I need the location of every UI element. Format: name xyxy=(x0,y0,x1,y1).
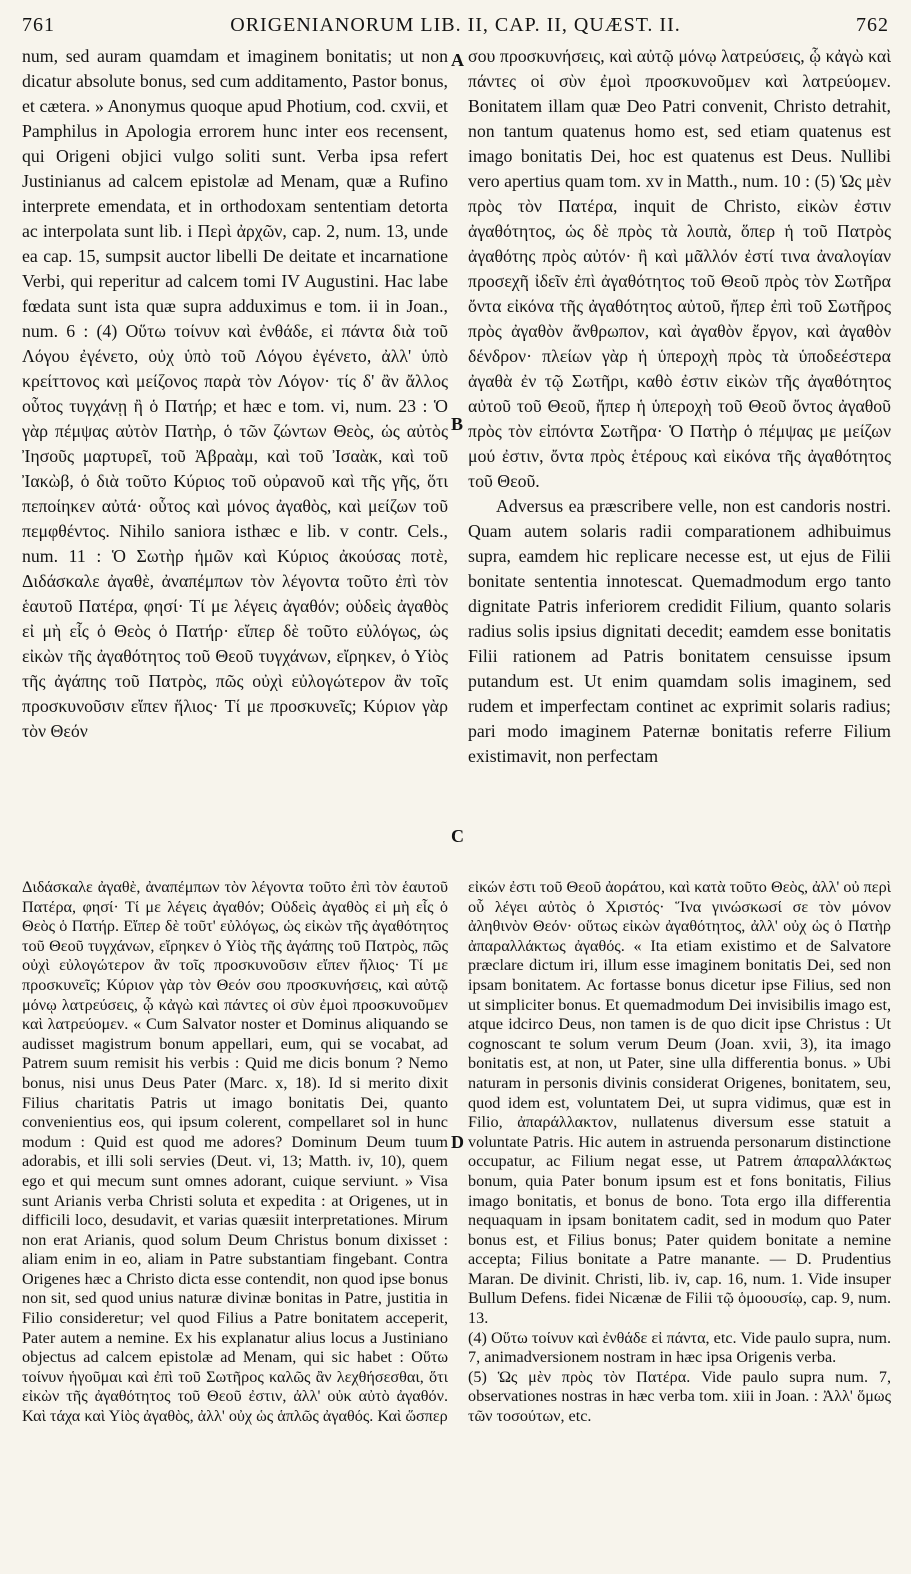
main-text-right-column xyxy=(468,44,891,856)
running-header xyxy=(22,14,889,44)
notes-right-paragraph: εἰκών ἐστι τοῦ Θεοῦ ἀοράτου, καὶ κατὰ τοῦτο Θεὸς, ἀλλ' οὐ περὶ οὗ λέγει αὐτὸς ὁ Χριστός· Ἵνα γινώσκωσί σε τὸν μόνον ἀληθινὸν Θεόν· οὕτως εἰκὼν ἀγαθότητος, ἀλλ' οὐχ ὡς ὁ Πατὴρ ἀπαραλλάκτως ἀγαθός. « Ita etiam existimo et de Salvatore præclare dictum iri, illum esse imaginem bonitatis Dei, sed non ipsam bonitatem. Ac fortasse bonus dicetur ipse Filius, sed non ut simpliciter bonus. Et quemadmodum Dei invisibilis imago est, atque idcirco Deus, non tamen is de quo dicit ipse Christus : Ut cognoscant te solum verum Deum (Joan. xvii, 3), ita imago bonitatis est, at non, ut Pater, sine ulla differentia bonus. » Ubi naturam in personis divinis considerat Origenes, bonitatem, seu, quod idem est, voluntatem Dei, ut supra vidimus, quæ est in Filio, ἀπαράλλακτον, nullatenus diversum esse statuit a voluntate Patris. Hic autem in astruenda personarum distinctione occupatur, ac Filium negat esse, ut Patrem ἀπαραλλάκτως bonum, quia Pater bonum ipsum est et fons bonitatis, Filius imago bonitatis, et bonus de bono. Tota ergo illa differentia nequaquam in ipsam bonitatem cadit, sed in modum quo Pater bonus est, et Filius bonus; Pater quidem bonitate a nemine accepta; Filius bonitate a Patre manante. — D. Prudentius Maran. De divinit. Christi, lib. iv, cap. 16, num. 1. Vide insuper Bullum Defens. fidei Nicænæ de Filii τῷ ὁμοουσίῳ, cap. 9, num. 13. xyxy=(468,878,891,1328)
margin-marker-c: C xyxy=(451,826,464,846)
notes-right-column xyxy=(468,878,891,1558)
running-title: ORIGENIANORUM LIB. II, CAP. II, QUÆST. II. xyxy=(230,14,681,36)
page-number-left: 761 xyxy=(22,14,55,36)
notes-left-paragraph: Διδάσκαλε ἀγαθὲ, ἀναπέμπων τὸν λέγοντα τοῦτο ἐπὶ τὸν ἑαυτοῦ Πατέρα, φησί· Τί με λέγεις ἀγαθόν; Οὐδεὶς ἀγαθὸς εἰ μὴ εἷς ὁ Θεὸς ὁ Πατήρ. Εἴπερ δὲ τοῦτ' εὐλόγως, ὡς εἰκὼν τῆς ἀγαθότητος τοῦ Θεοῦ τυγχάνων, εἴρηκεν ὁ Υἱὸς τῆς ἀγάπης τοῦ Πατρὸς, πῶς οὐχὶ εὐλογώτερον ἂν τοῖς προσκυνοῦσιν εἴπεν ἥλιος· Τί με προσκυνεῖς; Κύριον γὰρ τὸν Θεόν σου προσκυνήσεις, καὶ αὐτῷ μόνῳ λατρεύσεις, ᾧ κἀγὼ καὶ πάντες οἱ σὺν ἐμοὶ προσκυνοῦμεν καὶ λατρεύομεν. « Cum Salvator noster et Dominus aliquando se audisset magistrum bonum appellari, eum, qui se vocabat, ad Patrem suum remisit his verbis : Quid me dicis bonum ? Nemo bonus, nisi unus Deus Pater (Marc. x, 18). Id si merito dixit Filius charitatis Patris ut imago bonitatis Dei, quanto convenientius eos, qui ipsum colerent, compellaret sol in hunc modum : Quid est quod me adores? Dominum Deum tuum adorabis, et illi soli servies (Deut. vi, 13; Matth. iv, 10), quem ego et qui mecum sunt omnes adorant, cuique serviunt. » Visa sunt Arianis verba Christi soluta et expedita : at Origenes, ut in difficili loco, desudavit, et varias quæsiit interpretationes. Mirum non erat Arianis, quod solum Deum Christus bonum dixisset : aliam enim in eo, aliam in Patre substantiam fingebant. Contra Origenes hæc a Christo dicta esse contendit, non quod ipse bonus non sit, sed quod unius naturæ divinæ bonitas in Patre, justitia in Filio consideretur; vel quod Filius a Patre bonitatem acceperit, Pater autem a nemine. Ex his explanatur alius locus a Justiniano objectus ad calcem epistolæ ad Menam, qui sic habet : Οὕτω τοίνυν ἡγοῦμαι καὶ ἐπὶ τοῦ Σωτῆρος καλῶς ἂν λεχθήσεσθαι, ὅτι εἰκὼν τῆς ἀγαθότητος τοῦ Θεοῦ ἐστιν, ἀλλ' οὐκ αὐτὸ ἀγαθόν. Καὶ τάχα καὶ Υἱὸς ἀγαθὸς, ἀλλ' οὐχ ὡς ἁπλῶς ἀγαθός. Καὶ ὥσπερ xyxy=(22,878,448,1426)
main-text-right-paragraph-2: Adversus ea præscribere velle, non est candoris nostri. Quam autem solaris radii comparationem adhibuimus supra, eamdem hic replicare necesse est, ut ejus de Filii bonitate sententia innotescat. Quemadmodum ergo tanto dignitate Patris inferiorem credidit Filium, quanto solaris radius solis ipsius dignitati decedit; eamdem esse bonitatis Filii rationem ad Patris bonitatem censuisse ipsum putandum est. Ut enim quamdam solis imaginem, sed rudem et imperfectam continet ac exprimit solaris radius; pari modo imaginem Paternæ bonitatis referre Filium existimavit, non perfectam xyxy=(468,496,891,766)
margin-marker-a: A xyxy=(451,50,464,70)
margin-marker-d: D xyxy=(451,1132,464,1152)
notes-left-column xyxy=(22,878,448,1558)
main-text-left-column xyxy=(22,44,448,856)
page-number-right: 762 xyxy=(856,14,889,36)
footnote-4: (4) Οὕτω τοίνυν καὶ ἐνθάδε εἰ πάντα, etc. Vide paulo supra, num. 7, animadversionem nostram in hæc ipsa Origenis verba. xyxy=(468,1328,891,1367)
main-text-right-paragraph-1: σου προσκυνήσεις, καὶ αὐτῷ μόνῳ λατρεύσεις, ᾧ κἀγὼ καὶ πάντες οἱ σὺν ἐμοὶ προσκυνοῦμεν καὶ λατρεύομεν. Bonitatem illam quæ Deo Patri convenit, Christo detrahit, non tantum quatenus homo est, sed etiam quatenus est imago bonitatis Dei, hoc est quatenus est Deus. Nullibi vero apertius quam tom. xv in Matth., num. 10 : (5) Ὡς μὲν πρὸς τὸν Πατέρα, inquit de Christo, εἰκὼν ἐστιν ἀγαθότητος, ὡς δὲ πρὸς τὰ λοιπὰ, ὅπερ ἡ τοῦ Πατρὸς ἀγαθότης πρὸς αὐτόν· ἢ καὶ μᾶλλόν ἐστί τινα ἀναλογίαν προσεχῆ ἰδεῖν ἐπὶ ἀγαθότητος τοῦ Θεοῦ πρὸς τὸν Σωτῆρα ὄντα εἰκόνα τῆς ἀγαθότητος αὐτοῦ, ἤπερ ἐπὶ τοῦ Σωτῆρος πρὸς ἀγαθὸν ἄνθρωπον, καὶ ἀγαθὸν ἔργον, καὶ ἀγαθὸν δένδρον· πλείων γὰρ ἡ ὑπεροχὴ πρὸς τὰ ὑποδεέστερα ἀγαθὰ ἐν τῷ Σωτῆρι, καθὸ ἐστιν εἰκὼν τῆς ἀγαθότητος αὐτοῦ τοῦ Θεοῦ, ἤπερ ἡ ὑπεροχὴ τοῦ Θεοῦ ὄντος ἀγαθοῦ πρὸς τὸν εἰπόντα Σωτῆρα· Ὁ Πατὴρ ὁ πέμψας με μείζων μού ἐστιν, ὄντα πρὸς ἑτέρους καὶ εἰκόνα τῆς ἀγαθότητος τοῦ Θεοῦ. xyxy=(468,46,891,491)
footnote-5: (5) Ὡς μὲν πρὸς τὸν Πατέρα. Vide paulo supra num. 7, observationes nostras in hæc verba tom. xiii in Joan. : Ἀλλ' ὅμως τῶν τοσούτων, etc. xyxy=(468,1367,891,1426)
main-text-left-paragraph: num, sed auram quamdam et imaginem bonitatis; ut non dicatur absolute bonus, sed cum additamento, Pastor bonus, et cætera. » Anonymus quoque apud Photium, cod. cxvii, et Pamphilus in Apologia errorem hunc inter eos recensent, qui Origeni objici vulgo soliti sunt. Verba ipsa refert Justinianus ad calcem epistolæ ad Menam, quæ a Rufino interprete emendata, et in orthodoxam sententiam detorta ac interpolata sunt lib. i Περὶ ἀρχῶν, cap. 2, num. 13, unde ea cap. 15, sumpsit auctor libelli De deitate et incarnatione Verbi, qui reperitur ad calcem tomi IV Augustini. Hac labe fœdata sunt ista quæ supra adduximus e tom. ii in Joan., num. 6 : (4) Οὕτω τοίνυν καὶ ἐνθάδε, εἰ πάντα διὰ τοῦ Λόγου ἐγένετο, οὐχ ὑπὸ τοῦ Λόγου ἐγένετο, ἀλλ' ὑπὸ κρείττονος καὶ μείζονος παρὰ τὸν Λόγον· τίς δ' ἂν ἄλλος οὗτος τυγχάνῃ ἢ ὁ Πατήρ; et hæc e tom. vi, num. 23 : Ὁ γὰρ πέμψας αὐτὸν Πατὴρ, ὁ τῶν ζώντων Θεὸς, ὡς αὐτὸς Ἰησοῦς μαρτυρεῖ, τοῦ Ἀβραὰμ, καὶ τοῦ Ἰσαὰκ, καὶ τοῦ Ἰακὼβ, ὁ διὰ τοῦτο Κύριος τοῦ οὐρανοῦ καὶ τῆς γῆς, ὅτι πεποίηκεν αὐτά· οὗτος καὶ μόνος ἀγαθὸς, καὶ μείζων τοῦ πεμφθέντος. Nihilo saniora isthæc e lib. v contr. Cels., num. 11 : Ὁ Σωτὴρ ἡμῶν καὶ Κύριος ἀκούσας ποτὲ, Διδάσκαλε ἀγαθὲ, ἀναπέμπων τὸν λέγοντα τοῦτο ἐπὶ τὸν ἑαυτοῦ Πατέρα, φησί· Τί με λέγεις ἀγαθόν; οὐδεὶς ἀγαθὸς εἰ μὴ εἷς ὁ Θεὸς ὁ Πατήρ· εἴπερ δὲ τοῦτο εὐλόγως, ὡς εἰκὼν τῆς ἀγαθότητος τοῦ Θεοῦ τυγχάνων, εἴρηκεν, ὁ Υἱὸς τῆς ἀγάπης τοῦ Πατρὸς, πῶς οὐχὶ εὐλογώτερον ἂν τοῖς προσκυνοῦσιν εἴπεν ἥλιος· Τί με προσκυνεῖς; Κύριον γὰρ τὸν Θεόν xyxy=(22,46,448,741)
margin-marker-b: B xyxy=(451,414,464,434)
